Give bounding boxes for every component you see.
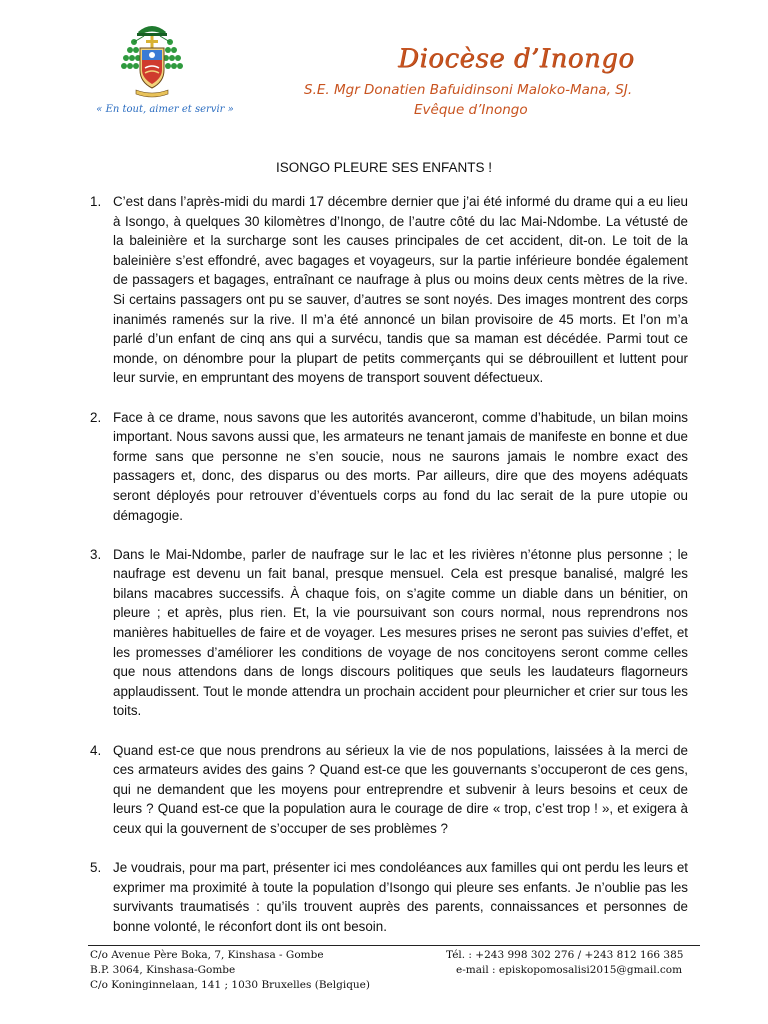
paragraph-item [78, 408, 688, 526]
footer-divider [88, 945, 700, 946]
document-title: ISONGO PLEURE SES ENFANTS ! [275, 160, 493, 175]
paragraph-text: Je voudrais, pour ma part, présenter ici mes condoléances aux familles qui ont perdu les leurs et exprimer ma proximité à toute la population d’Isongo qui pleure ses enfants. Je n’oublie pas les survivants traumatisés : qu’ils trouvent auprès des parents, connaissances et personnes de bonne volonté, le réconfort dont ils ont besoin. [113, 860, 688, 934]
paragraph-item [78, 192, 688, 388]
paragraph-text: Face à ce drame, nous savons que les autorités avanceront, comme d’habitude, un bilan moins important. Nous savons aussi que, les armateurs ne tenant jamais de manifeste en bonne et due forme sans que personne ne s’en soucie, nous ne saurons jamais le nombre exact des passagers et, donc, des disparus ou des morts. Par ailleurs, dire que des moyens adéquats seront déployés pour retrouver d’éventuels corps au fond du lac serait de la pure utopie ou démagogie. [113, 409, 688, 523]
footer-po-box: B.P. 3064, Kinshasa-Gombe [90, 964, 236, 976]
paragraph-number: 1. [90, 194, 102, 209]
paragraph-text: Quand est-ce que nous prendrons au sérieux la vie de nos populations, laissées à la merci de ces armateurs avides des gains ? Quand est-ce que les gouvernants s’occuperont de ces gens, qui ne demandent que les moyens pour entreprendre et subvenir à leurs besoins et ceux de leurs ? Quand est-ce que la population aura le courage de dire « trop, c’est trop ! », et exigera à ceux qui la gouvernent de s’occuper de ses problèmes ? [113, 742, 688, 836]
footer-email[interactable]: e-mail : episkopomosalisi2015@gmail.com [456, 964, 683, 976]
paragraph-item [78, 545, 688, 721]
episcopal-coat-of-arms-logo [114, 18, 190, 102]
bishop-name: S.E. Mgr Donatien Bafuidinsoni Maloko-Mana, SJ. [304, 82, 633, 98]
paragraph-item [78, 858, 688, 936]
paragraph-number: 4. [90, 742, 102, 758]
footer-contacts [446, 948, 683, 978]
paragraph-number: 3. [90, 546, 102, 562]
footer-addresses [90, 948, 370, 993]
footer-address-kinshasa: C/o Avenue Père Boka, 7, Kinshasa - Gombe [90, 949, 324, 961]
diocese-name: Diocèse d’Inongo [398, 44, 635, 74]
paragraph-text: Dans le Mai-Ndombe, parler de naufrage sur le lac et les rivières n’étonne plus personne ; le naufrage est devenu un fait banal, presque mensuel. Cela est presque banalisé, malgré les bilans macabres successifs. À chaque fois, on s’agite comme un diable dans un bénitier, on pleure ; et après, plus rien. Et, la vie poursuivant son cours normal, nous reprendrons nos manières habituelles de faire et de voyager. Les mesures prises ne seront pas suivies d’effet, et les promesses d’améliorer les conditions de voyage de nos concitoyens seront comme celles que nous attendons dans de longs discours politiques que seuls les laudateurs flagorneurs applaudissent. Tout le monde attendra un prochain accident pour pleurnicher et crier sur tous les toits. [113, 546, 688, 719]
paragraph-item [78, 741, 688, 839]
numbered-paragraphs [78, 192, 688, 956]
paragraph-number: 2. [90, 409, 102, 425]
diocese-motto: « En tout, aimer et servir » [96, 104, 234, 115]
bishop-title: Evêque d’Inongo [414, 102, 528, 118]
paragraph-number: 5. [90, 860, 102, 876]
paragraph-text: C’est dans l’après-midi du mardi 17 décembre dernier que j’ai été informé du drame qui a eu lieu à Isongo, à quelques 30 kilomètres d’Inongo, de l’autre côté du lac Mai-Ndombe. La vétusté de la baleinière et la surcharge sont les causes principales de cet accident, dit-on. Le toit de la baleinière s’est effondré, avec bagages et voyageurs, sur la partie inférieure bondée également de passagers et bagages, entraînant ce naufrage à plus ou moins deux cents mètres de la rive. Si certains passagers ont pu se sauver, d’autres se sont noyés. Des images montrent des corps inanimés ramenés sur la rive. Il m’a été annoncé un bilan provisoire de 45 morts. Et l’on m’a parlé d’un enfant de cinq ans qui a survécu, tandis que sa maman est décédée. Parmi tout ce monde, on dénombre pour la plupart de petits commerçants qui se débrouillent et luttent pour leur survie, en empruntant des moyens de transport souvent défectueux. [113, 194, 688, 386]
footer-address-brussels: C/o Koninginnelaan, 141 ; 1030 Bruxelles (Belgique) [90, 979, 370, 991]
footer-phone: Tél. : +243 998 302 276 / +243 812 166 385 [446, 949, 684, 961]
